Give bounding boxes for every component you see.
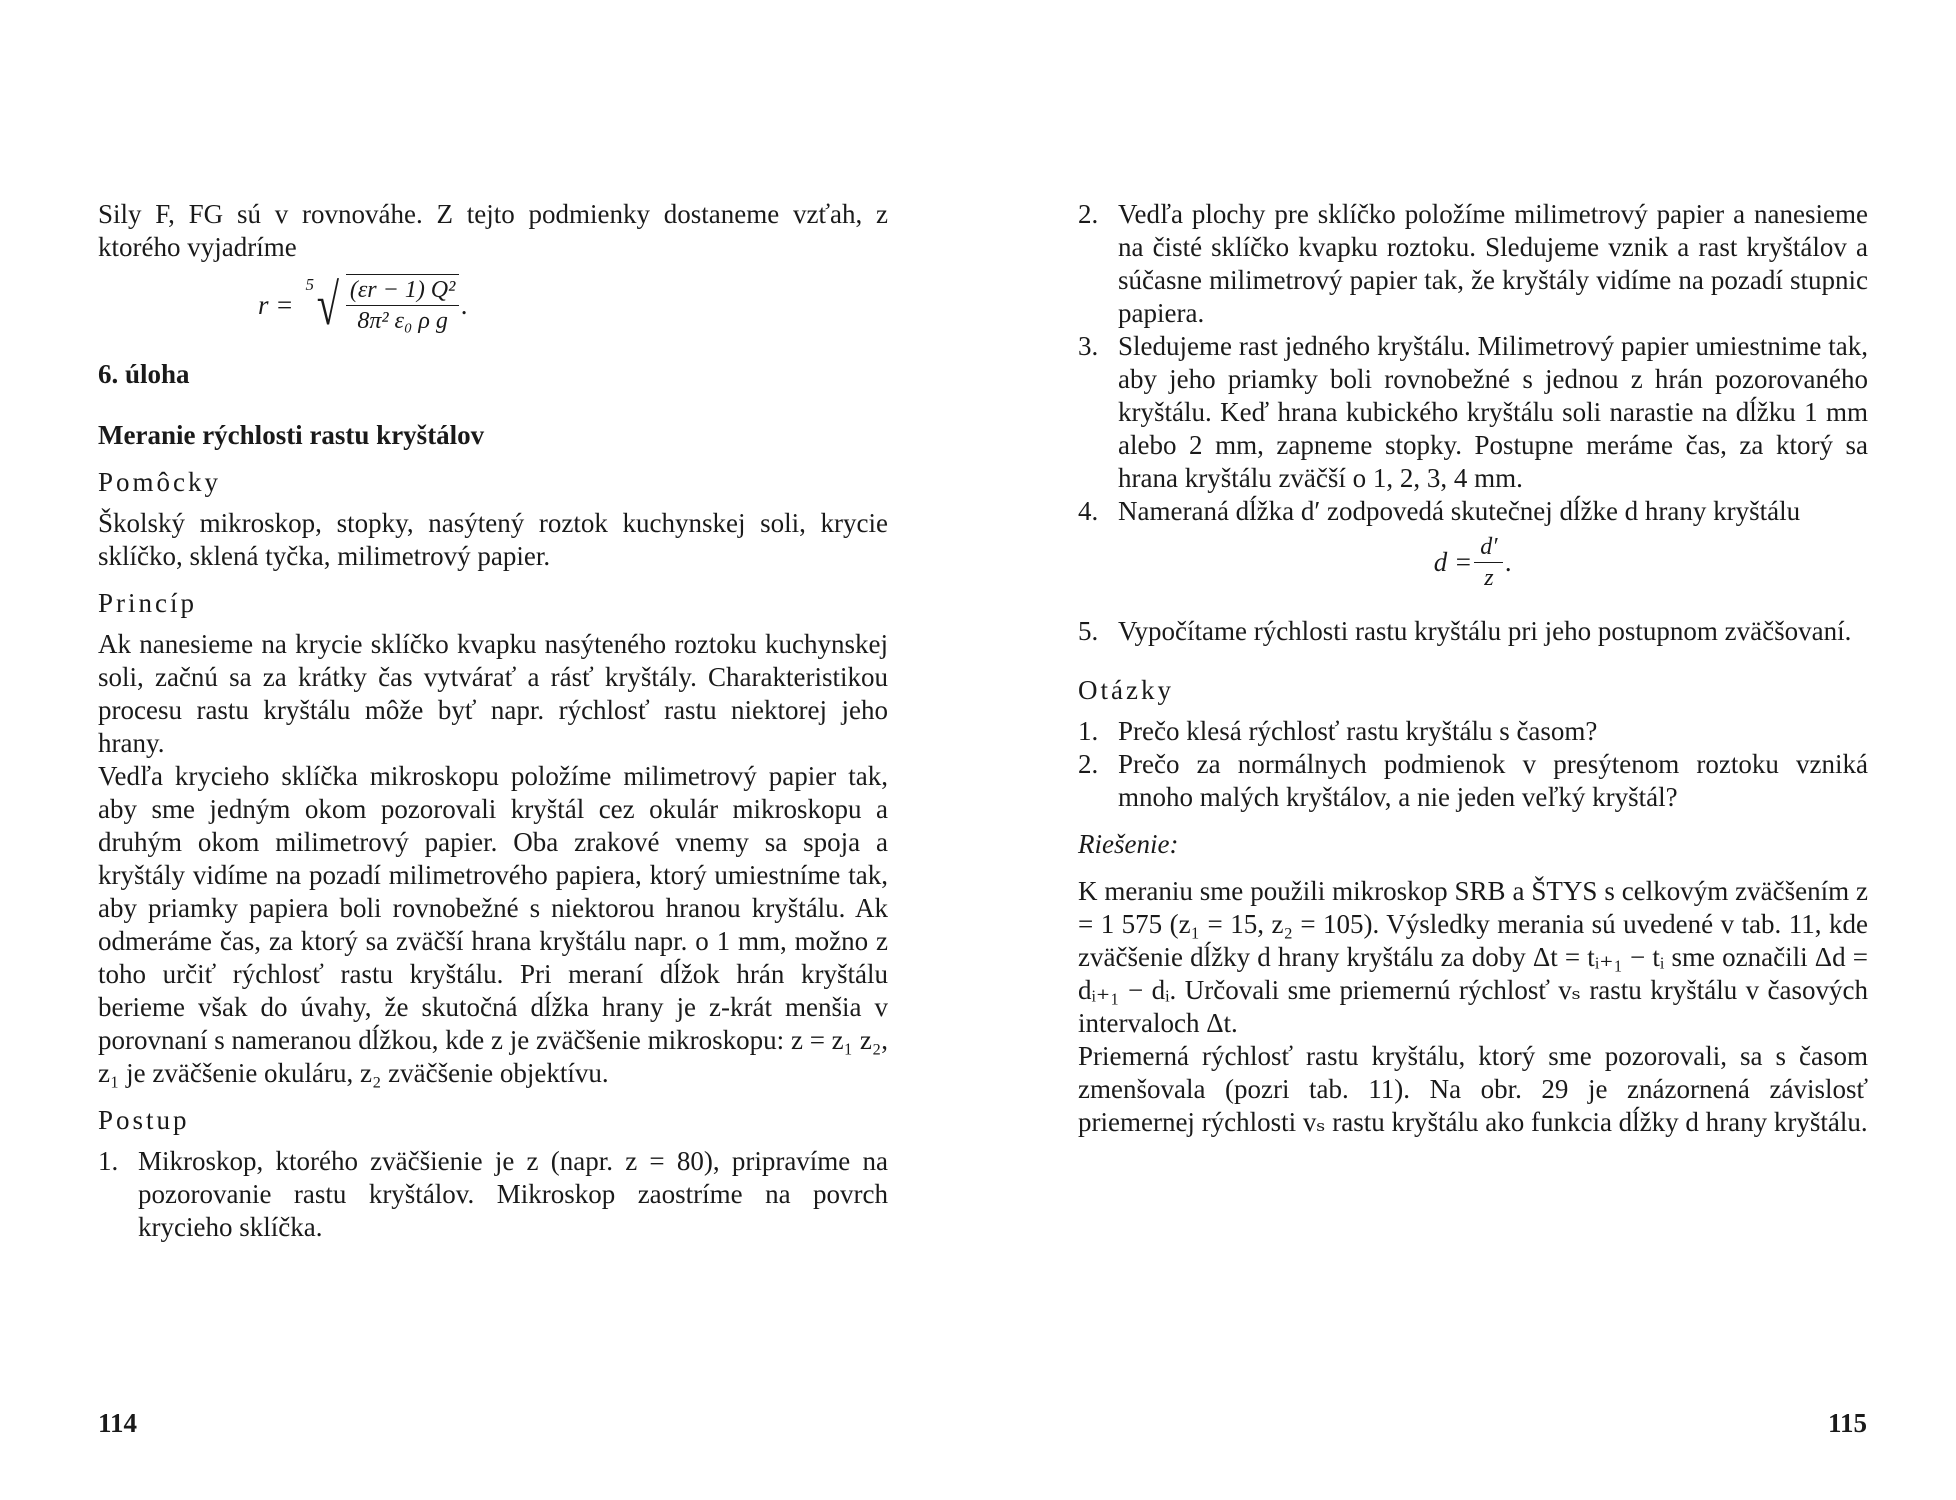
list-item [1078, 715, 1868, 748]
list-item [1078, 330, 1868, 495]
heading-princip: Princíp [98, 588, 197, 618]
root-index: 5 [305, 275, 314, 294]
list-item-text: Prečo klesá rýchlosť rastu kryštálu s časom? [1118, 716, 1598, 746]
postup-list-item-5 [1078, 615, 1868, 648]
formula-end: . [1505, 547, 1513, 577]
list-item [1078, 495, 1868, 528]
pomocky-text: Školský mikroskop, stopky, nasýtený roztok kuchynskej soli, krycie sklíčko, sklená tyčka, milimetrový papier. [98, 508, 888, 571]
formula-denominator: z [1484, 565, 1494, 591]
postup-list-continued [1078, 198, 1868, 528]
heading-otazky: Otázky [1078, 675, 1174, 705]
left-page [98, 198, 888, 1244]
list-item-number: 1. [1078, 716, 1099, 746]
list-item [1078, 615, 1868, 648]
right-page [1078, 198, 1868, 1139]
formula-fraction [346, 274, 460, 336]
list-item-text: Mikroskop, ktorého zväčšienie je z (napr. z = 80), pripravíme na pozorovanie rastu kryštálov. Mikroskop zaostríme na povrch krycieho sklíčka. [138, 1146, 888, 1242]
princip-paragraph-1: Ak nanesieme na krycie sklíčko kvapku nasýteného roztoku kuchynskej soli, začnú sa za krátky čas vytvárať a rásť kryštály. Charakteristikou procesu rastu kryštálu môže byť napr. rýchlosť rastu niektorej jeho hrany. [98, 629, 888, 758]
formula-numerator: (εr − 1) Q² [346, 274, 460, 306]
list-item-number: 2. [1078, 749, 1099, 779]
list-item [1078, 198, 1868, 330]
solution-label: Riešenie: [1078, 829, 1179, 859]
list-item-text: Vypočítame rýchlosti rastu kryštálu pri jeho postupnom zväčšovaní. [1118, 616, 1852, 646]
list-item-number: 4. [1078, 496, 1099, 526]
solution-paragraph-2: Priemerná rýchlosť rastu kryštálu, ktorý sme pozorovali, sa s časom zmenšovala (pozri tab. 11). Na obr. 29 je znázornená závislosť priemernej rýchlosti vₛ rastu kryštálu ako funkcia dĺžky d hrany kryštálu. [1078, 1041, 1868, 1137]
page-number-left: 114 [98, 1408, 138, 1438]
list-item-number: 3. [1078, 331, 1099, 361]
list-item-number: 1. [98, 1146, 119, 1176]
heading-postup: Postup [98, 1105, 190, 1135]
formula-radius [258, 270, 888, 340]
formula-numerator: d′ [1474, 532, 1503, 563]
formula-fraction [1474, 532, 1503, 593]
page-number-right: 115 [1828, 1408, 1868, 1438]
formula-end: . [461, 289, 469, 320]
formula-lhs: d = [1433, 547, 1473, 577]
list-item-text: Vedľa plochy pre sklíčko položíme milimetrový papier a nanesieme na čisté sklíčko kvapku roztoku. Sledujeme vznik a rast kryštálov a súčasne milimetrový papier tak, že kryštály vidíme na pozadí stupnic papiera. [1118, 199, 1868, 328]
formula-length [1078, 532, 1868, 593]
radical-sign: √ [316, 272, 340, 337]
list-item-number: 2. [1078, 199, 1099, 229]
heading-pomocky: Pomôcky [98, 467, 222, 497]
solution-paragraph-1: K meraniu sme použili mikroskop SRB a ŠTYS s celkovým zväčšením z = 1 575 (z₁ = 15, z₂ = 105). Výsledky merania sú uvedené v tab. 11, kde zväčšenie dĺžky d hrany kryštálu za doby Δt = tᵢ₊₁ − tᵢ sme označili Δd = dᵢ₊₁ − dᵢ. Určovali sme priemernú rýchlosť vₛ rastu kryštálu v časových intervaloch Δt. [1078, 876, 1868, 1038]
task-title: Meranie rýchlosti rastu kryštálov [98, 420, 485, 450]
list-item [1078, 748, 1868, 814]
postup-list [98, 1145, 888, 1244]
list-item-text: Nameraná dĺžka d′ zodpovedá skutečnej dĺžke d hrany kryštálu [1118, 496, 1801, 526]
questions-list [1078, 715, 1868, 814]
princip-paragraph-2: Vedľa krycieho sklíčka mikroskopu položíme milimetrový papier tak, aby sme jedným okom pozorovali kryštál cez okulár mikroskopu a druhým okom milimetrový papier. Oba zrakové vnemy sa spoja a kryštály vidíme na pozadí milimetrového papiera, ktorý umiestníme tak, aby priamky papiera boli rovnobežné s niektorou hranou kryštálu. Ak odmeráme čas, za ktorý sa zväčší hrana kryštálu napr. o 1 mm, možno z toho určiť rýchlosť rastu kryštálu. Pri meraní dĺžok hrán kryštálu berieme však do úvahy, že skutočná dĺžka hrany je z-krát menšia v porovnaní s nameranou dĺžkou, kde z je zväčšenie mikroskopu: z = z₁ z₂, z₁ je zväčšenie okuláru, z₂ zväčšenie objektívu. [98, 761, 888, 1088]
task-number: 6. úloha [98, 359, 190, 389]
list-item-text: Sledujeme rast jedného kryštálu. Milimetrový papier umiestnime tak, aby jeho priamky boli rovnobežné s jednou z hrán pozorovaného kryštálu. Keď hrana kubického kryštálu soli narastie na dĺžku 1 mm alebo 2 mm, zapneme stopky. Postupne meráme čas, za ktorý sa hrana kryštálu zväčší o 1, 2, 3, 4 mm. [1118, 331, 1868, 493]
list-item [98, 1145, 888, 1244]
list-item-number: 5. [1078, 616, 1099, 646]
list-item-text: Prečo za normálnych podmienok v presýtenom roztoku vzniká mnoho malých kryštálov, a nie jeden veľký kryštál? [1118, 749, 1868, 812]
formula-denominator: 8π² ε₀ ρ g [357, 308, 448, 334]
formula-lhs: r = [258, 289, 294, 320]
intro-text: Sily F, FG sú v rovnováhe. Z tejto podmienky dostaneme vzťah, z ktorého vyjadríme [98, 199, 888, 262]
